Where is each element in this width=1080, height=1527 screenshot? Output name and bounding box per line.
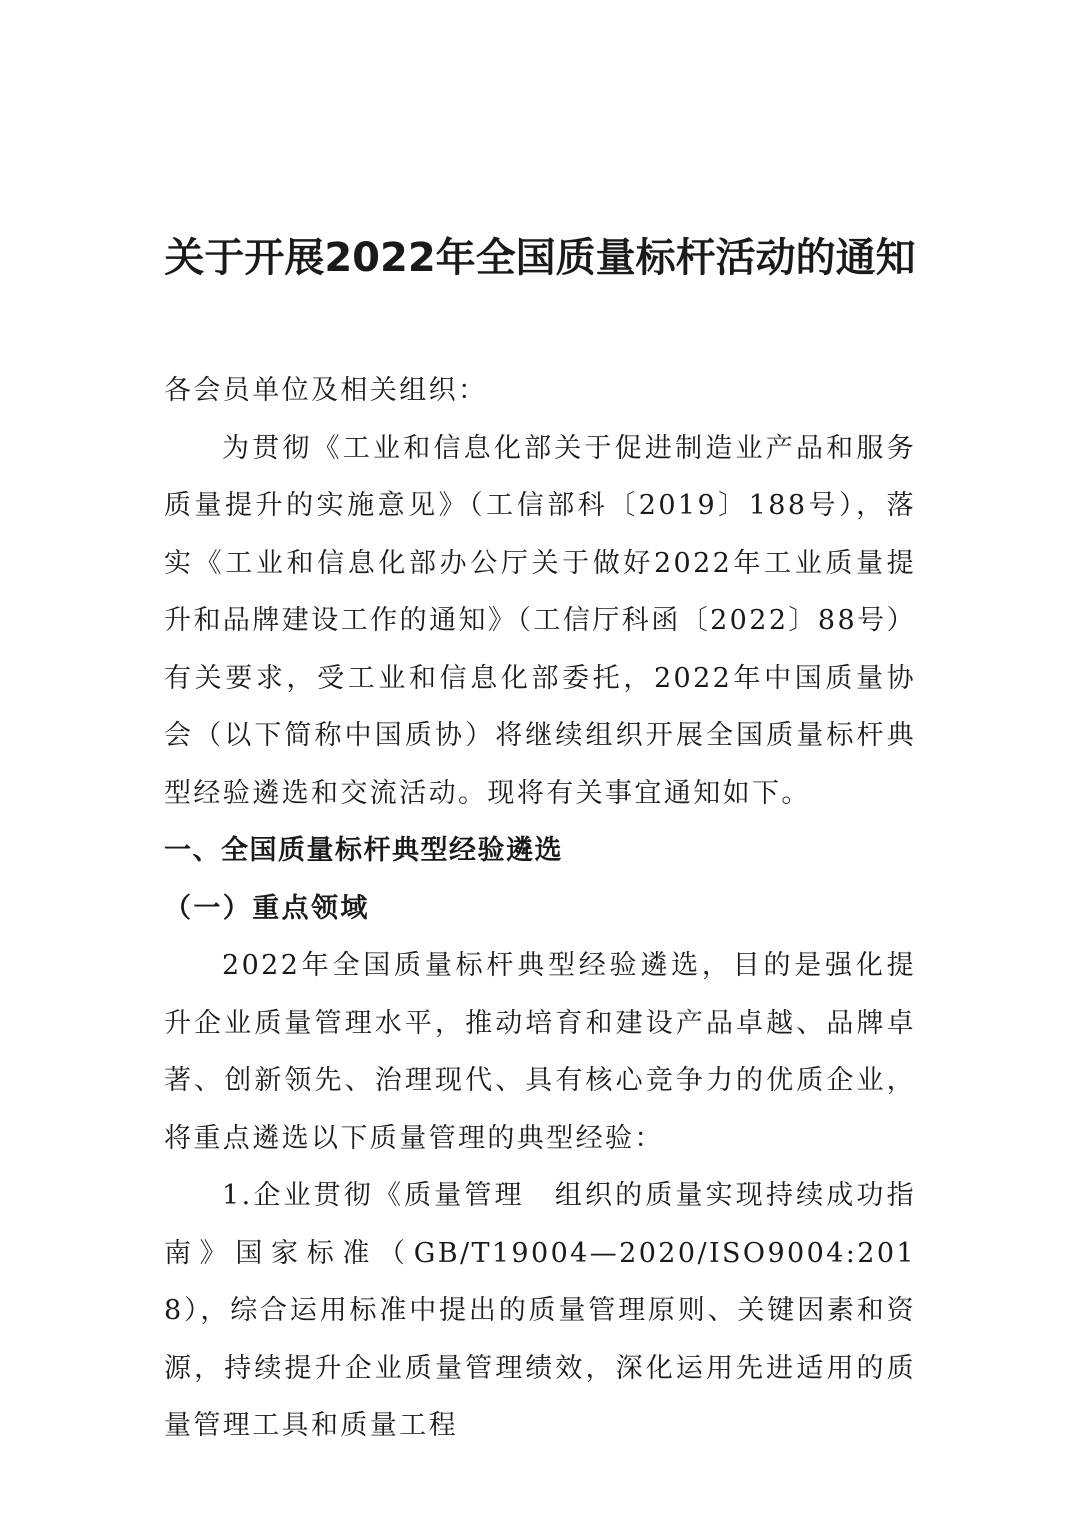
document-title: 关于开展2022年全国质量标杆活动的通知 (164, 235, 916, 281)
document-body (164, 362, 916, 1455)
intro-paragraph: 为贯彻《工业和信息化部关于促进制造业产品和服务质量提升的实施意见》（工信部科〔2019〕188号），落实《工业和信息化部办公厅关于做好2022年工业质量提升和品牌建设工作的通知》（工信厅科函〔2022〕88号）有关要求，受工业和信息化部委托，2022年中国质量协会（以下简称中国质协）将继续组织开展全国质量标杆典型经验遴选和交流活动。现将有关事宜通知如下。 (164, 432, 916, 809)
subsection-heading-1: （一）重点领域 (164, 892, 370, 924)
salutation: 各会员单位及相关组织： (164, 375, 488, 406)
list-item-1: 1.企业贯彻《质量管理 组织的质量实现持续成功指南》国家标准（GB/T19004—2020/ISO9004:2018），综合运用标准中提出的质量管理原则、关键因素和资源，持续提升企业质量管理绩效，深化运用先进适用的质量管理工具和质量工程 (164, 1180, 916, 1441)
section-heading-1: 一、全国质量标杆典型经验遴选 (164, 835, 563, 866)
subsection-paragraph-1: 2022年全国质量标杆典型经验遴选，目的是强化提升企业质量管理水平，推动培育和建设产品卓越、品牌卓著、创新领先、治理现代、具有核心竞争力的优质企业，将重点遴选以下质量管理的典型经验： (164, 950, 916, 1154)
